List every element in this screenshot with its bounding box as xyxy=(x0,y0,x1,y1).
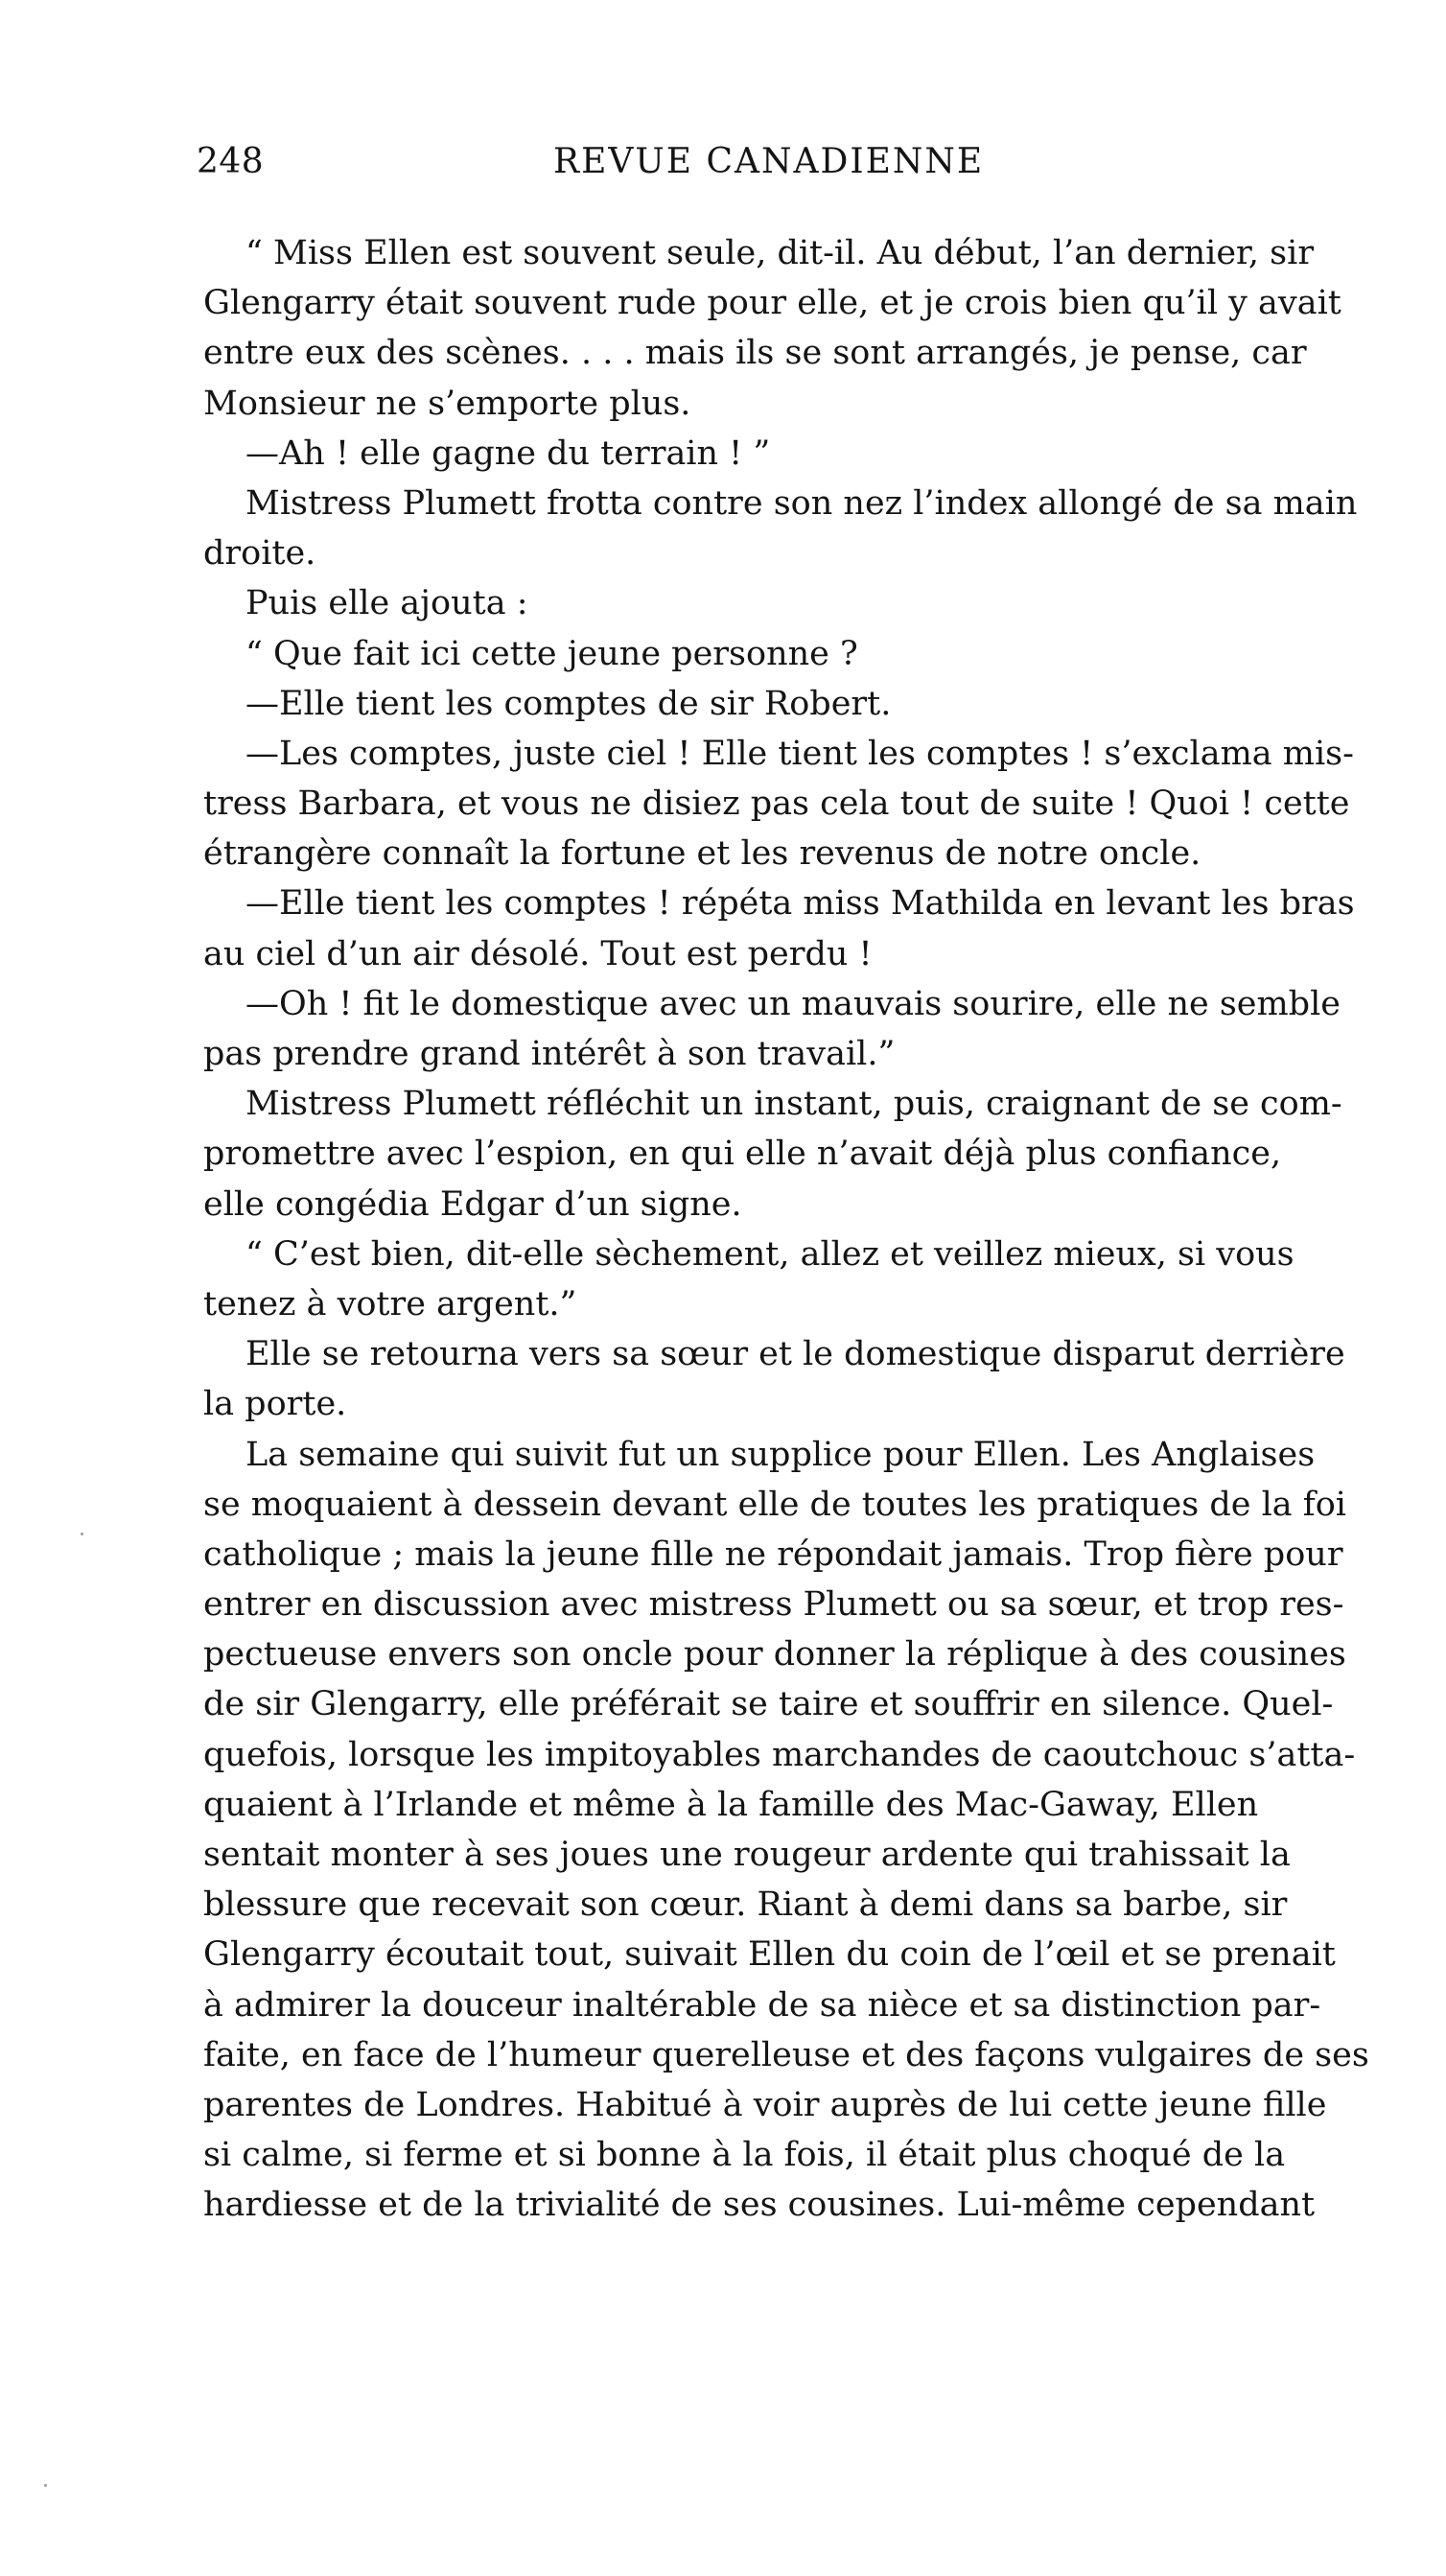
text-line: “ Miss Ellen est souvent seule, dit-il. Au début, l’an dernier, sir xyxy=(245,234,1315,272)
scan-speck xyxy=(81,1533,83,1535)
text-line: “ Que fait ici cette jeune personne ? xyxy=(245,634,858,673)
text-line: tress Barbara, et vous ne disiez pas cela tout de suite ! Quoi ! cette xyxy=(203,785,1350,824)
text-line: entre eux des scènes. . . . mais ils se sont arrangés, je pense, car xyxy=(203,334,1307,373)
text-line: Glengarry était souvent rude pour elle, et je crois bien qu’il y avait xyxy=(203,284,1341,323)
text-line: —Elle tient les comptes de sir Robert. xyxy=(245,684,892,723)
text-line: parentes de Londres. Habitué à voir auprès de lui cette jeune fille xyxy=(203,2085,1327,2124)
text-line: —Elle tient les comptes ! répéta miss Mathilda en levant les bras xyxy=(245,884,1355,924)
text-line: de sir Glengarry, elle préférait se taire et souffrir en silence. Quel- xyxy=(203,1685,1334,1724)
text-line: à admirer la douceur inaltérable de sa nièce et sa distinction par- xyxy=(203,1985,1321,2025)
text-line: promettre avec l’espion, en qui elle n’avait déjà plus confiance, xyxy=(203,1135,1282,1174)
text-line: pas prendre grand intérêt à son travail.” xyxy=(203,1035,896,1073)
text-line: droite. xyxy=(203,534,316,574)
body-text xyxy=(203,228,1397,2231)
text-line: au ciel d’un air désolé. Tout est perdu ! xyxy=(203,934,873,973)
text-line: la porte. xyxy=(203,1385,347,1424)
page-header xyxy=(197,142,1338,199)
text-line: tenez à votre argent.” xyxy=(203,1284,577,1323)
text-line: blessure que recevait son cœur. Riant à demi dans sa barbe, sir xyxy=(203,1885,1288,1925)
text-line: entrer en discussion avec mistress Plumett ou sa sœur, et trop res- xyxy=(203,1585,1344,1625)
text-line: Glengarry écoutait tout, suivait Ellen du coin de l’œil et se prenait xyxy=(203,1935,1336,1975)
text-line: si calme, si ferme et si bonne à la fois, il était plus choqué de la xyxy=(203,2136,1286,2175)
text-line: sentait monter à ses joues une rougeur ardente qui trahissait la xyxy=(203,1836,1291,1874)
text-line: étrangère connaît la fortune et les revenus de notre oncle. xyxy=(203,834,1201,874)
text-line: quaient à l’Irlande et même à la famille des Mac-Gaway, Ellen xyxy=(203,1785,1259,1824)
scan-speck xyxy=(44,2484,47,2487)
text-line: hardiesse et de la trivialité de ses cousines. Lui-même cependant xyxy=(203,2186,1316,2225)
text-line: Mistress Plumett réfléchit un instant, puis, craignant de se com- xyxy=(245,1085,1342,1124)
text-line: Puis elle ajouta : xyxy=(245,584,528,623)
text-line: faite, en face de l’humeur querelleuse et des façons vulgaires de ses xyxy=(203,2035,1369,2074)
running-title: REVUE CANADIENNE xyxy=(553,142,985,181)
text-line: —Les comptes, juste ciel ! Elle tient les comptes ! s’exclama mis- xyxy=(245,734,1354,773)
text-line: La semaine qui suivit fut un supplice pour Ellen. Les Anglaises xyxy=(245,1435,1316,1474)
text-line: elle congédia Edgar d’un signe. xyxy=(203,1184,742,1224)
text-line: se moquaient à dessein devant elle de toutes les pratiques de la foi xyxy=(203,1485,1346,1524)
text-line: quefois, lorsque les impitoyables marchandes de caoutchouc s’atta- xyxy=(203,1735,1356,1774)
text-line: —Ah ! elle gagne du terrain ! ” xyxy=(245,433,771,473)
text-line: “ C’est bien, dit-elle sèchement, allez et veillez mieux, si vous xyxy=(245,1234,1294,1274)
text-line: pectueuse envers son oncle pour donner la réplique à des cousines xyxy=(203,1635,1346,1674)
text-line: Elle se retourna vers sa sœur et le domestique disparut derrière xyxy=(245,1335,1345,1374)
text-line: Monsieur ne s’emporte plus. xyxy=(203,384,691,423)
text-line: Mistress Plumett frotta contre son nez l’index allongé de sa main xyxy=(245,483,1358,523)
text-line: —Oh ! fit le domestique avec un mauvais sourire, elle ne semble xyxy=(245,984,1341,1023)
page-number: 248 xyxy=(197,142,265,181)
text-line: catholique ; mais la jeune fille ne répondait jamais. Trop fière pour xyxy=(203,1534,1343,1574)
